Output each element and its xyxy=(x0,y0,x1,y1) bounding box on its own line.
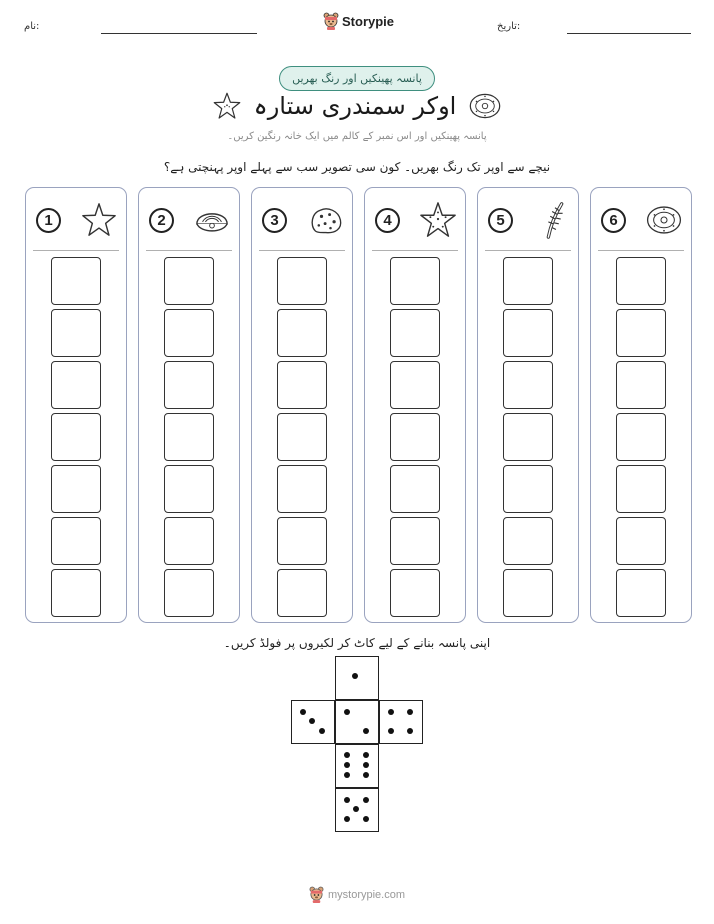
die-face-1 xyxy=(335,656,379,700)
pip xyxy=(388,709,394,715)
color-box[interactable] xyxy=(164,413,214,461)
column-6 xyxy=(590,187,692,623)
color-box[interactable] xyxy=(277,361,327,409)
title-row xyxy=(0,91,714,121)
pip xyxy=(344,797,350,803)
footer xyxy=(0,886,714,903)
pip xyxy=(363,772,369,778)
color-box[interactable] xyxy=(503,413,553,461)
date-line[interactable] xyxy=(567,33,691,34)
question: نیچے سے اوپر تک رنگ بھریں۔ کون سی تصویر سب سے پہلے اوپر پہنچتی ہے؟ xyxy=(163,160,551,174)
color-box[interactable] xyxy=(616,569,666,617)
storypie-logo xyxy=(323,12,394,30)
color-box[interactable] xyxy=(390,257,440,305)
color-box[interactable] xyxy=(51,569,101,617)
color-box[interactable] xyxy=(51,465,101,513)
color-box[interactable] xyxy=(503,361,553,409)
pip xyxy=(344,762,350,768)
column-4 xyxy=(364,187,466,623)
name-line[interactable] xyxy=(101,33,257,34)
pip xyxy=(363,816,369,822)
color-box[interactable] xyxy=(390,465,440,513)
die-face-5 xyxy=(335,788,379,832)
color-box[interactable] xyxy=(616,413,666,461)
bear-mascot-icon xyxy=(323,12,339,30)
badge: پانسہ پھینکیں اور رنگ بھریں xyxy=(279,66,435,91)
color-box[interactable] xyxy=(164,569,214,617)
ochre-sea-star-icon xyxy=(419,201,457,239)
color-box[interactable] xyxy=(51,413,101,461)
pip xyxy=(363,752,369,758)
color-box[interactable] xyxy=(503,465,553,513)
color-box[interactable] xyxy=(616,465,666,513)
color-box[interactable] xyxy=(503,257,553,305)
color-box[interactable] xyxy=(51,309,101,357)
name-label: نام: xyxy=(24,21,40,32)
color-box[interactable] xyxy=(277,465,327,513)
color-box[interactable] xyxy=(164,465,214,513)
color-box[interactable] xyxy=(277,413,327,461)
color-box[interactable] xyxy=(390,569,440,617)
pip xyxy=(353,806,359,812)
pip xyxy=(319,728,325,734)
pip xyxy=(309,718,315,724)
color-box[interactable] xyxy=(277,257,327,305)
pip xyxy=(388,728,394,734)
color-box[interactable] xyxy=(277,569,327,617)
pip xyxy=(344,752,350,758)
column-number: 6 xyxy=(601,208,626,233)
color-box[interactable] xyxy=(503,517,553,565)
die-face-4 xyxy=(379,700,423,744)
color-box[interactable] xyxy=(616,309,666,357)
column-number: 2 xyxy=(149,208,174,233)
bear-mascot-icon xyxy=(309,886,324,903)
sea-urchin-icon xyxy=(468,91,502,121)
die-instruction: اپنی پانسہ بنانے کے لیے کاٹ کر لکیروں پر فولڈ کریں۔ xyxy=(223,636,491,650)
pip xyxy=(344,772,350,778)
color-box[interactable] xyxy=(164,361,214,409)
color-box[interactable] xyxy=(390,413,440,461)
color-box[interactable] xyxy=(164,257,214,305)
color-box[interactable] xyxy=(51,361,101,409)
sea-urchin-icon xyxy=(645,204,683,236)
pip xyxy=(363,728,369,734)
pip xyxy=(363,797,369,803)
pip xyxy=(363,762,369,768)
die-face-6 xyxy=(335,744,379,788)
pip xyxy=(407,728,413,734)
color-box[interactable] xyxy=(51,517,101,565)
color-box[interactable] xyxy=(503,309,553,357)
sea-pen-icon xyxy=(540,201,570,239)
brand-name: Storypie xyxy=(342,13,395,29)
pip xyxy=(300,709,306,715)
pip xyxy=(407,709,413,715)
color-box[interactable] xyxy=(616,257,666,305)
column-1 xyxy=(25,187,127,623)
color-box[interactable] xyxy=(390,517,440,565)
pip xyxy=(344,816,350,822)
color-box[interactable] xyxy=(390,309,440,357)
color-box[interactable] xyxy=(616,517,666,565)
column-3 xyxy=(251,187,353,623)
clam-shell-icon xyxy=(193,203,231,237)
color-box[interactable] xyxy=(390,361,440,409)
color-box[interactable] xyxy=(616,361,666,409)
page-title: اوکر سمندری ستارہ xyxy=(253,92,457,120)
column-number: 3 xyxy=(262,208,287,233)
footer-url[interactable]: mystorypie.com xyxy=(327,888,406,901)
color-box[interactable] xyxy=(164,309,214,357)
color-box[interactable] xyxy=(164,517,214,565)
color-box[interactable] xyxy=(277,517,327,565)
column-5 xyxy=(477,187,579,623)
color-box[interactable] xyxy=(51,257,101,305)
column-number: 1 xyxy=(36,208,61,233)
die-face-3 xyxy=(291,700,335,744)
ochre-sea-star-icon xyxy=(212,91,242,121)
die-face-2 xyxy=(335,700,379,744)
sea-sponge-icon xyxy=(308,203,344,237)
pip xyxy=(352,673,358,679)
column-number: 4 xyxy=(375,208,400,233)
date-label: تاریخ: xyxy=(497,21,521,32)
starfish-outline-icon xyxy=(80,201,118,239)
pip xyxy=(344,709,350,715)
subtitle: پانسہ پھینکیں اور اس نمبر کے کالم میں ایک خانہ رنگین کریں۔ xyxy=(227,131,487,142)
color-box[interactable] xyxy=(277,309,327,357)
color-box[interactable] xyxy=(503,569,553,617)
column-2 xyxy=(138,187,240,623)
column-number: 5 xyxy=(488,208,513,233)
